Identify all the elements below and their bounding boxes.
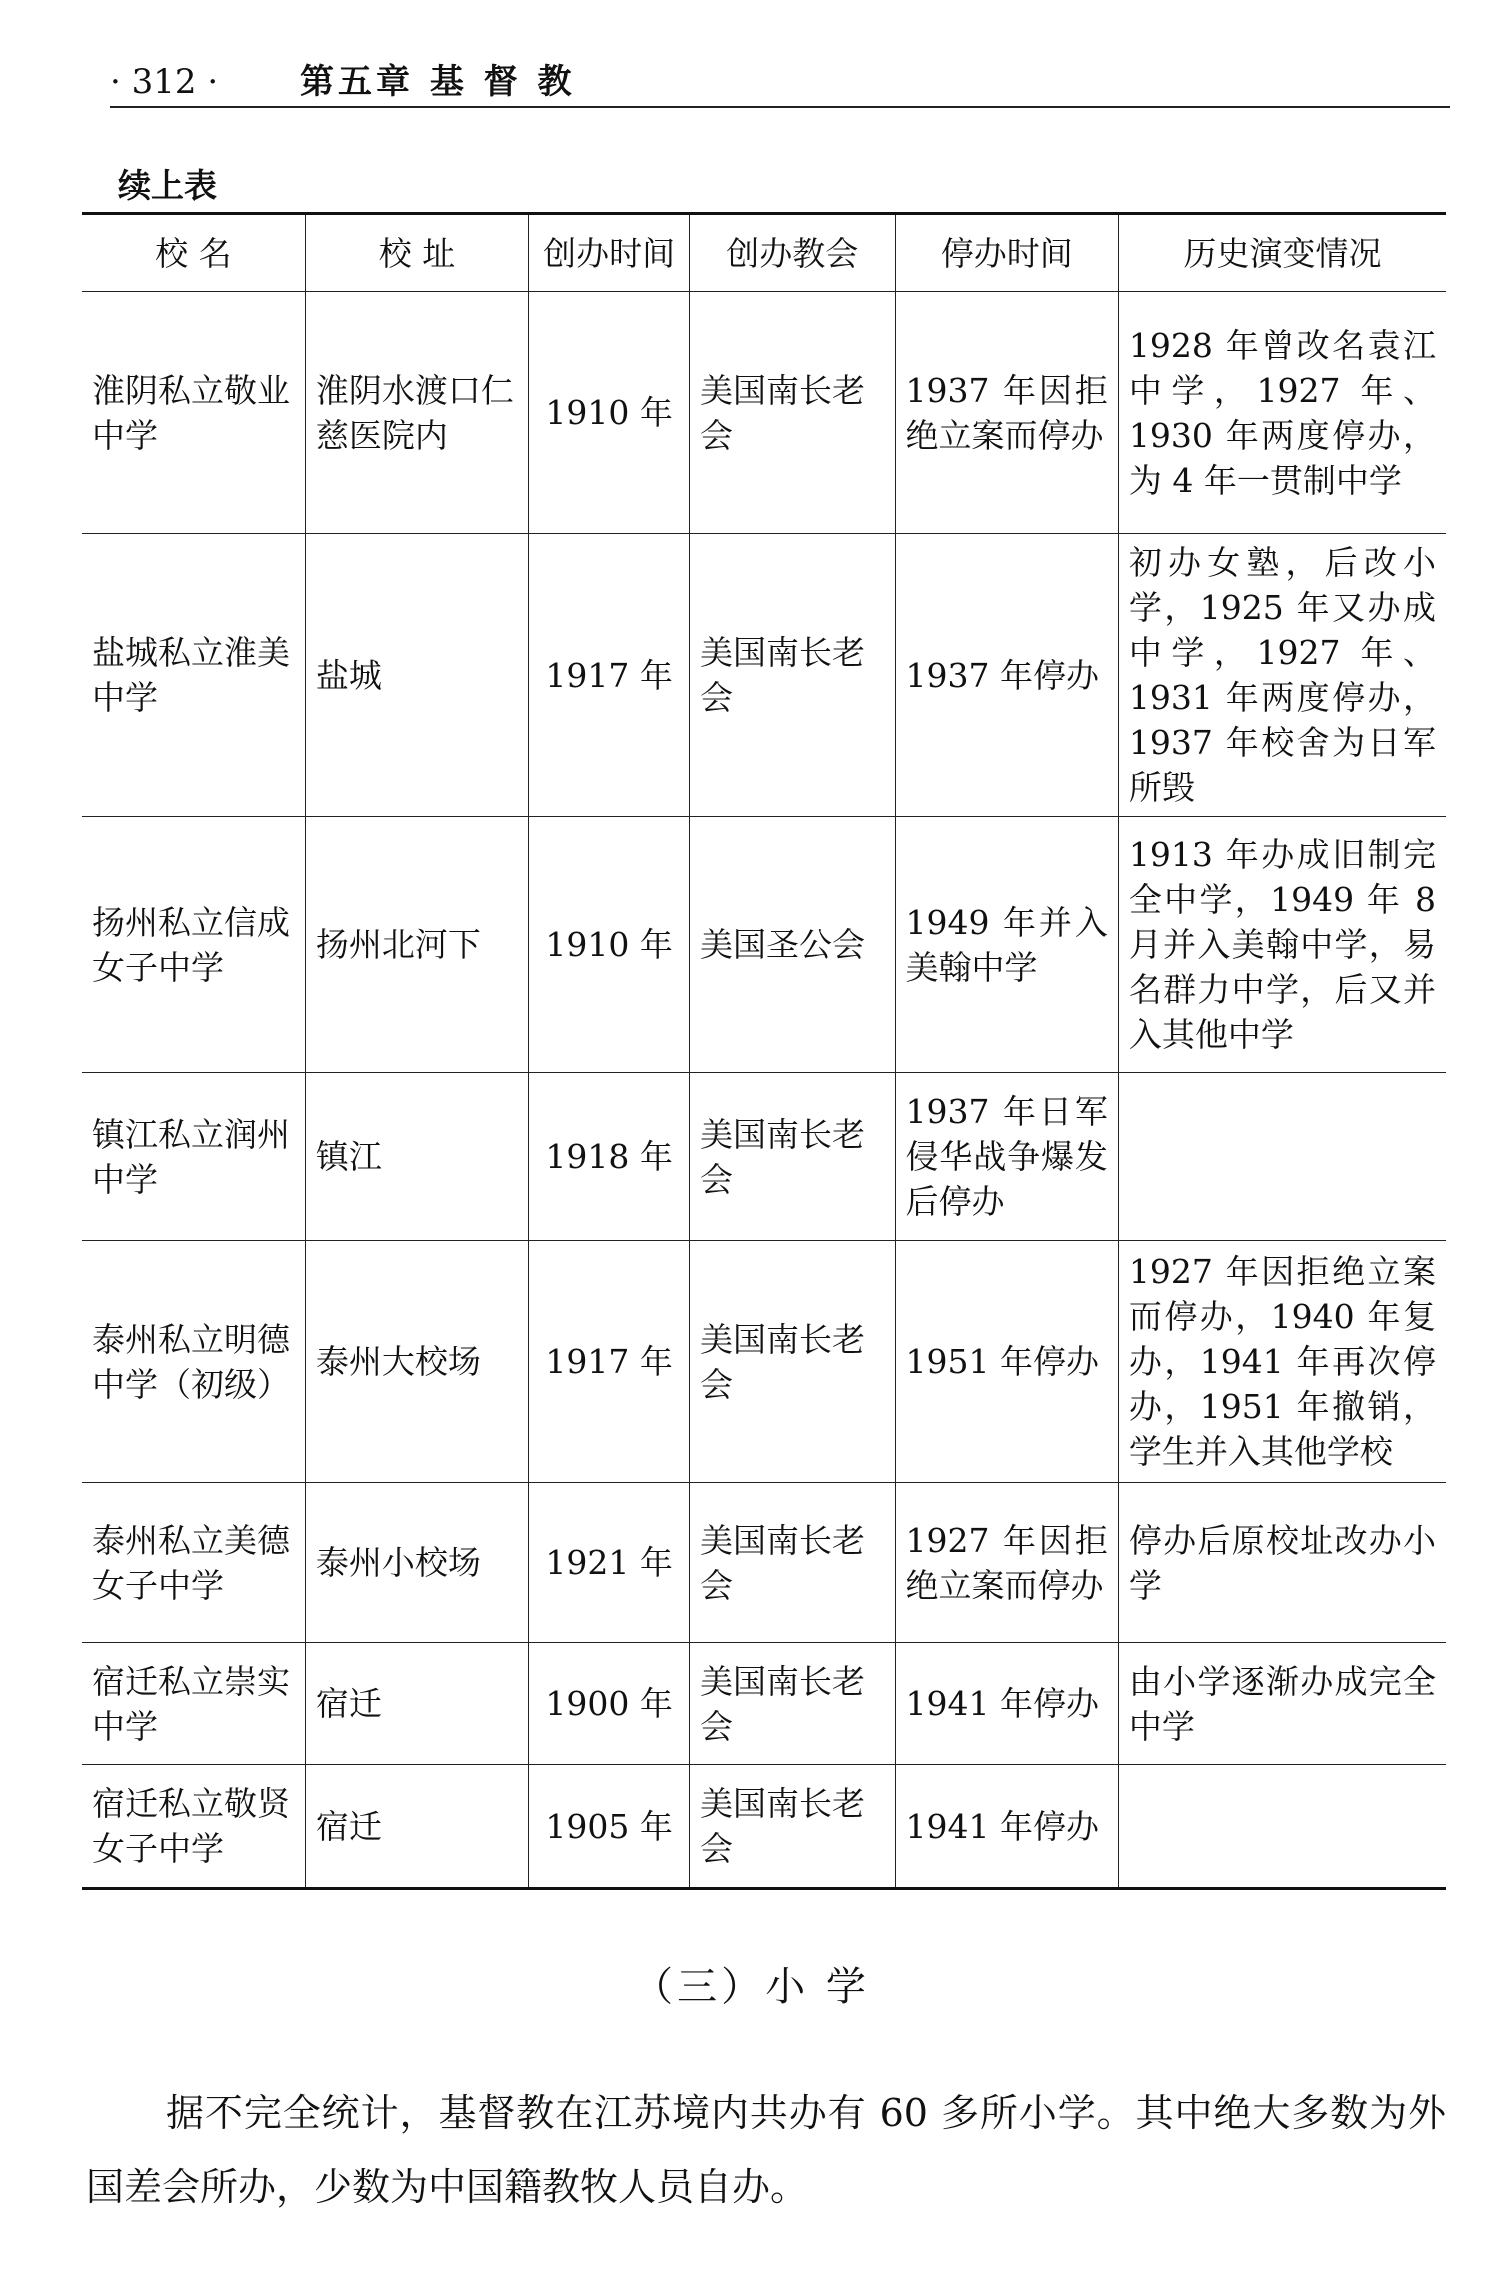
cell-school-name: 宿迁私立崇实中学 [82, 1643, 305, 1765]
cell-address: 盐城 [305, 534, 528, 817]
table-row [82, 292, 1446, 534]
cell-address: 泰州大校场 [305, 1241, 528, 1483]
cell-school-name: 镇江私立润州中学 [82, 1073, 305, 1241]
cell-church: 美国南长老会 [690, 1483, 895, 1643]
cell-address: 宿迁 [305, 1643, 528, 1765]
cell-church: 美国南长老会 [690, 1643, 895, 1765]
cell-school-name: 扬州私立信成女子中学 [82, 817, 305, 1073]
table-row [82, 534, 1446, 817]
body-paragraph: 据不完全统计，基督教在江苏境内共办有 60 多所小学。其中绝大多数为外国差会所办，少数为中国籍教牧人员自办。 [86, 2091, 1446, 2209]
cell-closed: 1941 年停办 [895, 1643, 1118, 1765]
cell-history [1118, 1765, 1446, 1889]
continued-label: 续上表 [118, 166, 217, 205]
cell-closed: 1937 年因拒绝立案而停办 [895, 292, 1118, 534]
cell-history [1118, 1073, 1446, 1241]
cell-church: 美国南长老会 [690, 1765, 895, 1889]
cell-founded: 1905 年 [529, 1765, 690, 1889]
table-row [82, 817, 1446, 1073]
cell-closed: 1949 年并入美翰中学 [895, 817, 1118, 1073]
section-title: （三）小 学 [633, 1964, 870, 2010]
table-row [82, 1765, 1446, 1889]
table-row [82, 1483, 1446, 1643]
cell-closed: 1951 年停办 [895, 1241, 1118, 1483]
cell-address: 扬州北河下 [305, 817, 528, 1073]
cell-founded: 1910 年 [529, 292, 690, 534]
header-school-address: 校 址 [305, 214, 528, 292]
cell-school-name: 宿迁私立敬贤女子中学 [82, 1765, 305, 1889]
table-row [82, 1073, 1446, 1241]
cell-school-name: 盐城私立淮美中学 [82, 534, 305, 817]
page-header [110, 58, 1450, 108]
cell-history: 初办女塾，后改小学，1925 年又办成中学，1927 年、1931 年两度停办，1937 年校舍为日军所毁 [1118, 534, 1446, 817]
cell-church: 美国南长老会 [690, 292, 895, 534]
header-founding-church: 创办教会 [690, 214, 895, 292]
cell-school-name: 泰州私立美德女子中学 [82, 1483, 305, 1643]
cell-founded: 1910 年 [529, 817, 690, 1073]
cell-closed: 1927 年因拒绝立案而停办 [895, 1483, 1118, 1643]
header-history: 历史演变情况 [1118, 214, 1446, 292]
cell-church: 美国南长老会 [690, 534, 895, 817]
schools-table [82, 212, 1446, 1890]
table-header-row [82, 214, 1446, 292]
cell-founded: 1917 年 [529, 1241, 690, 1483]
cell-address: 泰州小校场 [305, 1483, 528, 1643]
cell-church: 美国南长老会 [690, 1073, 895, 1241]
cell-address: 淮阴水渡口仁慈医院内 [305, 292, 528, 534]
cell-history: 停办后原校址改办小学 [1118, 1483, 1446, 1643]
header-founding-time: 创办时间 [529, 214, 690, 292]
cell-history: 1913 年办成旧制完全中学，1949 年 8 月并入美翰中学，易名群力中学，后又并入其他中学 [1118, 817, 1446, 1073]
table-row [82, 1241, 1446, 1483]
cell-closed: 1937 年停办 [895, 534, 1118, 817]
cell-founded: 1918 年 [529, 1073, 690, 1241]
cell-founded: 1921 年 [529, 1483, 690, 1643]
cell-founded: 1900 年 [529, 1643, 690, 1765]
cell-address: 镇江 [305, 1073, 528, 1241]
cell-school-name: 淮阴私立敬业中学 [82, 292, 305, 534]
cell-church: 美国圣公会 [690, 817, 895, 1073]
cell-closed: 1941 年停办 [895, 1765, 1118, 1889]
cell-history: 1927 年因拒绝立案而停办，1940 年复办，1941 年再次停办，1951 年撤销，学生并入其他学校 [1118, 1241, 1446, 1483]
cell-founded: 1917 年 [529, 534, 690, 817]
cell-church: 美国南长老会 [690, 1241, 895, 1483]
cell-history: 1928 年曾改名袁江中学，1927 年、1930 年两度停办，为 4 年一贯制中学 [1118, 292, 1446, 534]
header-school-name: 校 名 [82, 214, 305, 292]
chapter-title: 第五章 基 督 教 [300, 62, 576, 102]
cell-closed: 1937 年日军侵华战争爆发后停办 [895, 1073, 1118, 1241]
page-number: · 312 · [110, 62, 219, 102]
cell-address: 宿迁 [305, 1765, 528, 1889]
header-closing-time: 停办时间 [895, 214, 1118, 292]
cell-history: 由小学逐渐办成完全中学 [1118, 1643, 1446, 1765]
table-row [82, 1643, 1446, 1765]
cell-school-name: 泰州私立明德中学（初级） [82, 1241, 305, 1483]
